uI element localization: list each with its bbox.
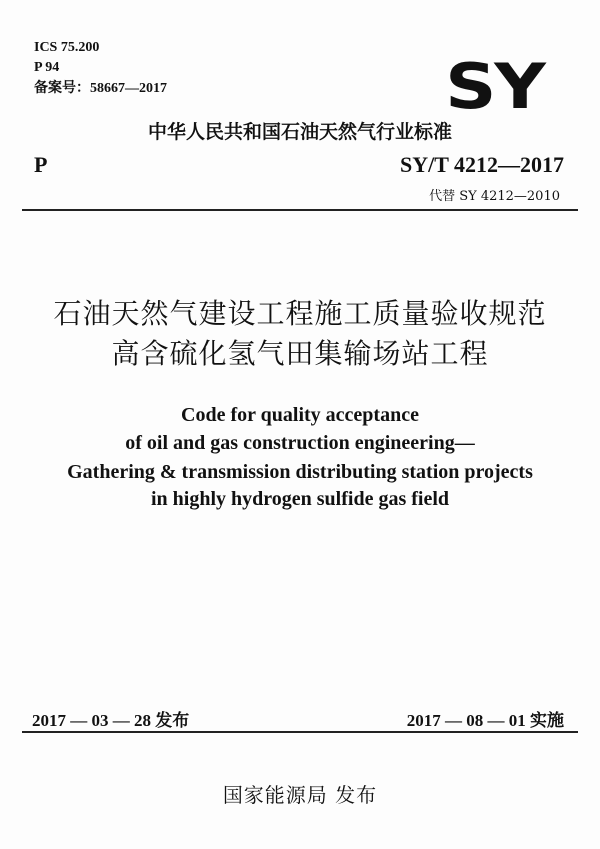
top-divider [22, 209, 578, 211]
publisher: 国家能源局 发布 [222, 783, 378, 807]
english-title-line-2: of oil and gas construction engineering— [125, 432, 475, 454]
replaces-standard: 代替 SY 4212—2010 [429, 189, 560, 204]
classification-letter: P [34, 152, 48, 177]
issue-date: 2017 — 03 — 28 发布 [32, 711, 190, 730]
industry-standard-heading: 中华人民共和国石油天然气行业标准 [147, 121, 452, 143]
english-title-line-3: Gathering & transmission distributing station projects [67, 461, 533, 483]
chinese-title-line-2: 高含硫化氢气田集输场站工程 [111, 337, 489, 370]
ics-code: ICS 75.200 [34, 40, 100, 55]
english-title-line-4: in highly hydrogen sulfide gas field [150, 488, 450, 510]
chinese-title-line-1: 石油天然气建设工程施工质量验收规范 [53, 297, 547, 330]
record-number: 备案号：58667—2017 [34, 81, 167, 96]
standard-number: SY/T 4212—2017 [399, 152, 564, 177]
implementation-date: 2017 — 08 — 01 实施 [406, 711, 564, 730]
bottom-divider [22, 731, 578, 733]
english-title-line-1: Code for quality acceptance [181, 404, 419, 426]
ccs-code: P 94 [34, 60, 60, 75]
sy-logo: SY [445, 50, 544, 123]
